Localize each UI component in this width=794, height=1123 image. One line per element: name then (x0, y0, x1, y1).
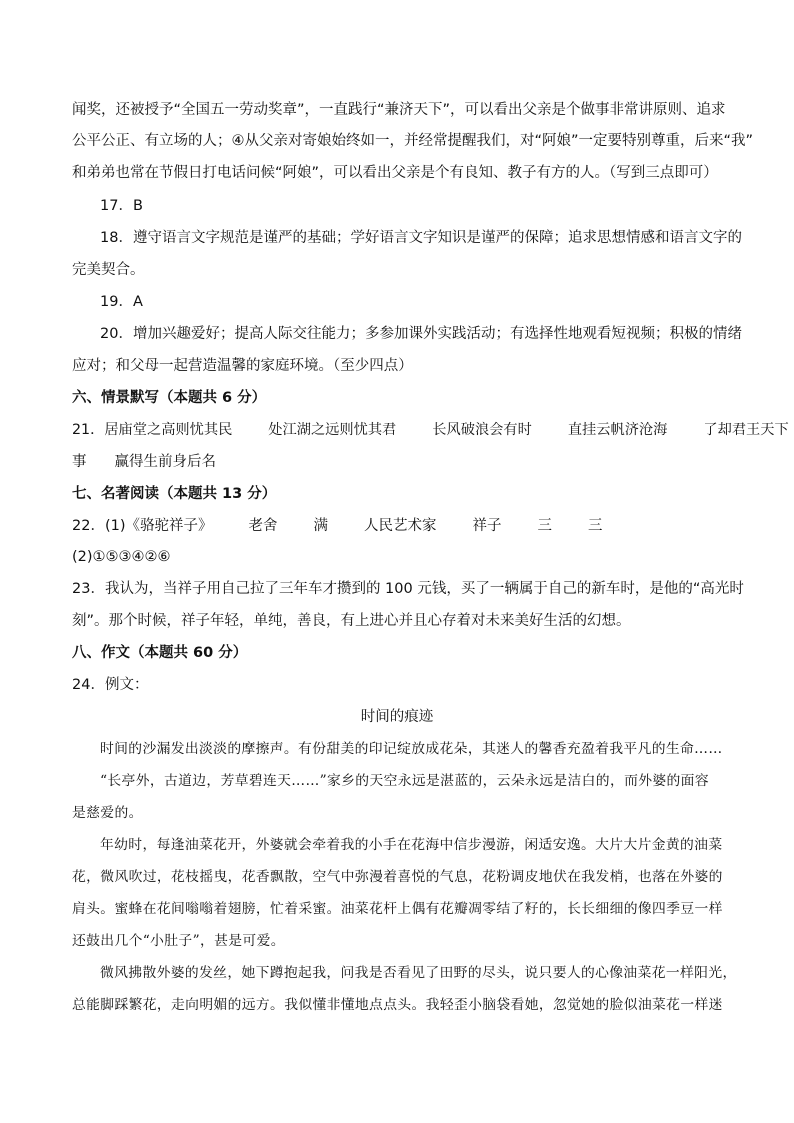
essay-paragraph-4-line-1: 微风拂散外婆的发丝，她下蹲抱起我，问我是否看见了田野的尽头，说只要人的心像油菜花一样阳光， (100, 965, 737, 981)
section-6-heading: 六、情景默写（本题共 6 分） (72, 390, 267, 406)
answer-18-line-1: 18．遵守语言文字规范是谨严的基础；学好语言文字知识是谨严的保障；追求思想情感和语言文字的 (100, 230, 742, 246)
essay-paragraph-1: 时间的沙漏发出淡淡的摩擦声。有份甜美的印记绽放成花朵，其迷人的馨香充盈着我平凡的生命…… (100, 741, 723, 757)
essay-title: 时间的痕迹 (360, 709, 434, 725)
section-7-heading: 七、名著阅读（本题共 13 分） (72, 486, 277, 502)
answer-21-line-1 (72, 420, 789, 440)
answer-21-item: 长风破浪会有时 (432, 422, 532, 438)
answer-19: 19．A (100, 294, 143, 310)
section-8-heading: 八、作文（本题共 60 分） (72, 645, 248, 661)
answer-21-item: 直挂云帆济沧海 (567, 422, 668, 438)
answer-16-line-3: 和弟弟也常在节假日打电话问候“阿娘”，可以看出父亲是个有良知、教子有方的人。（写到三点即可） (72, 165, 718, 181)
answer-21-line-2 (72, 452, 216, 472)
answer-22-part-1 (72, 516, 603, 536)
essay-paragraph-3-line-3: 肩头。蜜蜂在花间嗡嗡着翅膀，忙着采蜜。油菜花杆上偶有花瓣凋零结了籽的，长长细细的像四季豆一样 (72, 901, 723, 917)
answer-21-item: 事 (72, 454, 87, 470)
answer-22-item: 满 (313, 518, 328, 534)
answer-16-line-2: 公平公正、有立场的人；④从父亲对寄娘始终如一，并经常提醒我们，对“阿娘”一定要特别尊重，后来“我” (72, 133, 754, 149)
answer-21-item: 了却君王天下 (703, 422, 789, 438)
answer-21-item: 处江湖之远则忧其君 (268, 422, 397, 438)
answer-23-line-2: 刻”。那个时候，祥子年轻，单纯，善良，有上进心并且心存着对未来美好生活的幻想。 (72, 613, 631, 629)
answer-21-label: 21． (72, 422, 105, 438)
answer-22-part-2: (2)①⑤③④②⑥ (72, 549, 171, 565)
answer-22-item: 《骆驼祥子》 (125, 518, 213, 534)
answer-17: 17．B (100, 198, 143, 214)
answer-22-label: 22．(1) (72, 518, 126, 534)
answer-21-item: 赢得生前身后名 (114, 454, 216, 470)
answer-22-item: 祥子 (472, 518, 502, 534)
answer-16-line-1: 闻奖，还被授予“全国五一劳动奖章”，一直践行“兼济天下”，可以看出父亲是个做事非常讲原则、追求 (72, 102, 726, 118)
answer-22-item: 人民艺术家 (364, 518, 437, 534)
essay-paragraph-2-line-1: “长亭外，古道边，芳草碧连天……”家乡的天空永远是湛蓝的，云朵永远是洁白的，而外婆的面容 (100, 773, 709, 789)
answer-22-item: 三 (537, 518, 552, 534)
essay-paragraph-4-line-2: 总能脚踩繁花，走向明媚的远方。我似懂非懂地点点头。我轻歪小脑袋看她，忽觉她的脸似油菜花一样迷 (72, 997, 723, 1013)
answer-22-item: 老舍 (248, 518, 278, 534)
answer-20-line-2: 应对；和父母一起营造温馨的家庭环境。（至少四点） (72, 358, 413, 374)
essay-paragraph-3-line-1: 年幼时，每逢油菜花开，外婆就会牵着我的小手在花海中信步漫游，闲适安逸。大片大片金黄的油菜 (100, 837, 723, 853)
essay-paragraph-2-line-2: 是慈爱的。 (72, 805, 143, 821)
answer-23-line-1: 23．我认为，当祥子用自己拉了三年车才攒到的 100 元钱，买了一辆属于自己的新车时，是他的“高光时 (72, 581, 744, 597)
answer-24-label: 24．例文： (72, 677, 149, 693)
answer-22-item: 三 (588, 518, 603, 534)
answer-21-item: 居庙堂之高则忧其民 (104, 422, 233, 438)
answer-20-line-1: 20．增加兴趣爱好；提高人际交往能力；多参加课外实践活动；有选择性地观看短视频；积极的情绪 (100, 326, 742, 342)
answer-18-line-2: 完美契合。 (72, 262, 145, 278)
essay-paragraph-3-line-4: 还鼓出几个“小肚子”，甚是可爱。 (72, 933, 285, 949)
essay-paragraph-3-line-2: 花，微风吹过，花枝摇曳，花香飘散，空气中弥漫着喜悦的气息，花粉调皮地伏在我发梢，也落在外婆的 (72, 869, 723, 885)
